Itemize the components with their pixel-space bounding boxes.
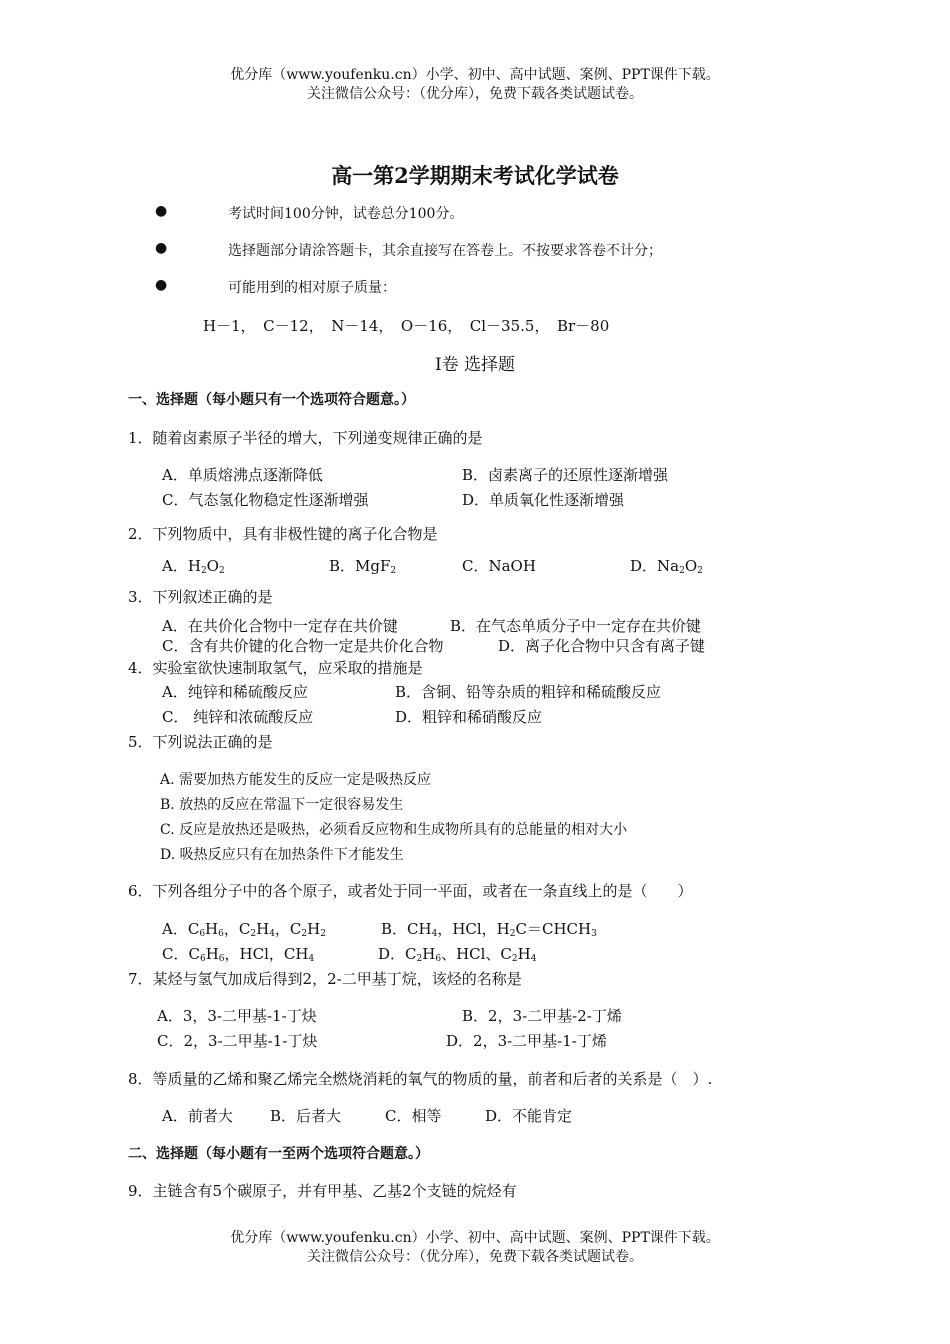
question-4-option-b: B．含铜、铅等杂质的粗锌和稀硫酸反应 bbox=[395, 683, 662, 701]
question-1-stem: 1．随着卤素原子半径的增大，下列递变规律正确的是 bbox=[128, 429, 483, 447]
section-heading-2: 二、选择题（每小题有一至两个选项符合题意。） bbox=[128, 1146, 429, 1162]
note-1: 考试时间100分钟，试卷总分100分。 bbox=[228, 206, 464, 222]
question-7-option-c: C．2，3-二甲基-1-丁炔 bbox=[157, 1032, 318, 1050]
question-1-option-b: B．卤素离子的还原性逐渐增强 bbox=[462, 466, 669, 484]
question-7-stem: 7．某烃与氢气加成后得到2，2-二甲基丁烷，该烃的名称是 bbox=[128, 970, 522, 988]
question-5-option-b: B. 放热的反应在常温下一定很容易发生 bbox=[160, 797, 404, 813]
question-5-option-d: D. 吸热反应只有在加热条件下才能发生 bbox=[160, 847, 404, 863]
question-1-option-d: D．单质氧化性逐渐增强 bbox=[462, 491, 625, 509]
bullet-icon: ● bbox=[155, 240, 168, 256]
question-8-option-b: B．后者大 bbox=[270, 1107, 342, 1125]
question-3-option-b: B．在气态单质分子中一定存在共价键 bbox=[450, 617, 702, 635]
question-5-option-a: A. 需要加热方能发生的反应一定是吸热反应 bbox=[160, 772, 432, 788]
question-8-option-c: C．相等 bbox=[385, 1107, 442, 1125]
question-5-stem: 5．下列说法正确的是 bbox=[128, 733, 273, 751]
question-5-option-c: C. 反应是放热还是吸热，必须看反应物和生成物所具有的总能量的相对大小 bbox=[160, 822, 628, 838]
question-6-option-c: C．$C_6H_6$，HCl，$CH_4$ bbox=[162, 945, 315, 964]
note-3: 可能用到的相对原子质量： bbox=[228, 280, 396, 296]
footer-line-2: 关注微信公众号：（优分库），免费下载各类试题试卷。 bbox=[307, 1249, 643, 1265]
note-2: 选择题部分请涂答题卡，其余直接写在答卷上。不按要求答卷不计分； bbox=[228, 243, 662, 259]
question-3-option-a: A．在共价化合物中一定存在共价键 bbox=[162, 617, 398, 635]
question-3-option-c: C．含有共价键的化合物一定是共价化合物 bbox=[162, 637, 444, 655]
bullet-icon: ● bbox=[155, 203, 168, 219]
part-title: Ⅰ卷 选择题 bbox=[434, 355, 516, 375]
question-2-option-b: B．MgF$_2$ bbox=[329, 557, 397, 576]
question-6-option-b: B．$CH_4$，HCl，$H_2C=CHCH_3$ bbox=[381, 920, 597, 939]
header-line-2: 关注微信公众号：（优分库），免费下载各类试题试卷。 bbox=[307, 86, 643, 102]
question-6-stem: 6．下列各组分子中的各个原子，或者处于同一平面，或者在一条直线上的是（ ） bbox=[128, 882, 693, 900]
question-8-option-a: A．前者大 bbox=[162, 1107, 233, 1125]
question-4-option-a: A．纯锌和稀硫酸反应 bbox=[162, 683, 308, 701]
question-9-stem: 9．主链含有5个碳原子，并有甲基、乙基2个支链的烷烃有 bbox=[128, 1182, 517, 1200]
question-2-option-c: C．NaOH bbox=[462, 557, 536, 575]
question-4-option-d: D．粗锌和稀硝酸反应 bbox=[395, 708, 543, 726]
page-title: 高一第2学期期末考试化学试卷 bbox=[331, 163, 619, 188]
question-7-option-d: D．2，3-二甲基-1-丁烯 bbox=[446, 1032, 607, 1050]
header-line-1: 优分库（www.youfenku.cn）小学、初中、高中试题、案例、PPT课件下载。 bbox=[230, 67, 720, 83]
question-4-stem: 4．实验室欲快速制取氢气，应采取的措施是 bbox=[128, 659, 423, 677]
question-1-option-a: A．单质熔沸点逐渐降低 bbox=[162, 466, 323, 484]
footer-line-1: 优分库（www.youfenku.cn）小学、初中、高中试题、案例、PPT课件下载。 bbox=[230, 1230, 720, 1246]
question-4-option-c: C． 纯锌和浓硫酸反应 bbox=[162, 708, 314, 726]
question-3-stem: 3．下列叙述正确的是 bbox=[128, 588, 273, 606]
question-2-option-a: A．$H_2O_2$ bbox=[162, 557, 225, 576]
question-6-option-a: A．$C_6H_6$，$C_2H_4$，$C_2H_2$ bbox=[162, 920, 326, 939]
question-1-option-c: C．气态氢化物稳定性逐渐增强 bbox=[162, 491, 369, 509]
question-2-option-d: D．$Na_2O_2$ bbox=[630, 557, 703, 576]
question-7-option-b: B．2，3-二甲基-2-丁烯 bbox=[462, 1007, 622, 1025]
atomic-masses: H－1， C－12， N－14， O－16， Cl－35.5， Br－80 bbox=[203, 317, 610, 335]
question-2-stem: 2．下列物质中，具有非极性键的离子化合物是 bbox=[128, 525, 438, 543]
question-7-option-a: A．3，3-二甲基-1-丁炔 bbox=[157, 1007, 317, 1025]
section-heading-1: 一、选择题（每小题只有一个选项符合题意。） bbox=[128, 392, 415, 408]
question-6-option-d: D．$C_2H_6$、HCl、$C_2H_4$ bbox=[378, 945, 537, 964]
question-8-option-d: D．不能肯定 bbox=[485, 1107, 573, 1125]
question-8-stem: 8．等质量的乙烯和聚乙烯完全燃烧消耗的氧气的物质的量，前者和后者的关系是（ ）. bbox=[128, 1070, 713, 1088]
question-3-option-d: D．离子化合物中只含有离子键 bbox=[498, 637, 706, 655]
bullet-icon: ● bbox=[155, 277, 168, 293]
